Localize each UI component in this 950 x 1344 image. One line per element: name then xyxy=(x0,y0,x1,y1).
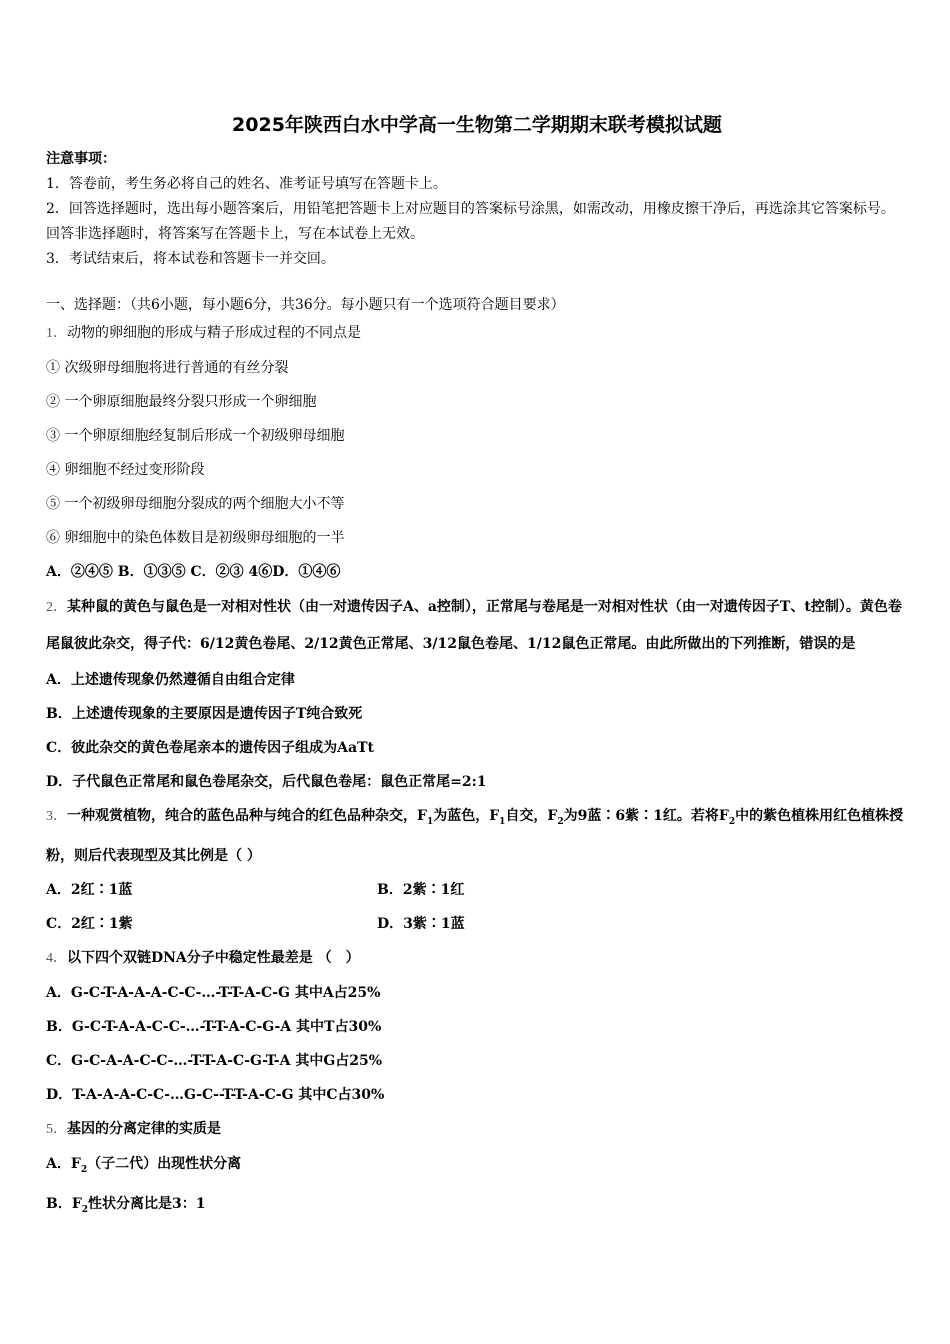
answer-option: C．彼此杂交的黄色卷尾亲本的遗传因子组成为AaTt xyxy=(46,740,374,756)
question-stem xyxy=(46,589,908,663)
statement: ③ 一个卵原细胞经复制后形成一个初级卵母细胞 xyxy=(46,428,345,444)
question-text: 一种观赏植物，纯合的蓝色品种与纯合的红色品种杂交，F xyxy=(67,808,427,824)
question-text: 某种鼠的黄色与鼠色是一对相对性状（由一对遗传因子A、a控制），正常尾与卷尾是一对相对性状（由一对遗传因子T、t控制）。黄色卷尾鼠彼此杂交，得子代：6/12黄色卷尾、2/12黄色正常尾、3/12鼠色卷尾、1/12鼠色正常尾。由此所做出的下列推断，错误的是 xyxy=(46,599,902,652)
statement: ⑥ 卵细胞中的染色体数目是初级卵母细胞的一半 xyxy=(46,530,345,546)
question-stem xyxy=(46,316,908,351)
answer-option: B．2紫∶1红 xyxy=(377,881,465,898)
answer-options: A．②④⑤ B．①③⑤ C．②③ 4⑥D．①④⑥ xyxy=(46,564,341,580)
answer-option: B．上述遗传现象的主要原因是遗传因子T纯合致死 xyxy=(46,706,363,722)
option-text: 性状分离比是3：1 xyxy=(88,1195,206,1212)
question-stem xyxy=(46,941,908,976)
answer-option: B．G-C-T-A-A-C-C-…-T-T-A-C-G-A 其中T占30% xyxy=(46,1018,382,1035)
subscript: 1 xyxy=(426,816,434,827)
question-number: 4． xyxy=(46,950,67,966)
answer-option: D．3紫∶1蓝 xyxy=(377,915,465,932)
statement: ② 一个卵原细胞最终分裂只形成一个卵细胞 xyxy=(46,394,317,410)
answer-option: D．子代鼠色正常尾和鼠色卷尾杂交，后代鼠色卷尾：鼠色正常尾=2:1 xyxy=(46,774,487,790)
answer-option xyxy=(46,1147,908,1187)
question-stem xyxy=(46,799,908,873)
option-text: （子二代）出现性状分离 xyxy=(87,1155,242,1172)
answer-option: C．G-C-A-A-C-C-…-T-T-A-C-G-T-A 其中G占25% xyxy=(46,1052,383,1069)
question-1 xyxy=(46,316,908,589)
question-text: 自交，F xyxy=(505,808,558,824)
subscript: 2 xyxy=(728,816,736,827)
answer-option: C．2红∶1紫 xyxy=(46,915,133,932)
option-row xyxy=(46,907,908,941)
question-2 xyxy=(46,589,908,799)
notice-heading: 注意事项： xyxy=(46,151,116,167)
question-stem xyxy=(46,1112,908,1147)
question-text: 为9蓝∶6紫∶1红。若将F xyxy=(563,808,729,824)
answer-option xyxy=(46,1187,908,1227)
option-text: A．F xyxy=(46,1155,81,1172)
question-text: 中的紫色植株用红色植株授粉，则后代表现型及其比例是（ ） xyxy=(46,808,904,864)
statement: ⑤ 一个初级卵母细胞分裂成的两个细胞大小不等 xyxy=(46,496,345,512)
statement: ④ 卵细胞不经过变形阶段 xyxy=(46,462,205,478)
answer-option: A．上述遗传现象仍然遵循自由组合定律 xyxy=(46,672,295,688)
question-4 xyxy=(46,941,908,1112)
question-text: 以下四个双链DNA分子中稳定性最差是 （ ） xyxy=(67,949,360,966)
question-number: 2． xyxy=(46,600,67,615)
subscript: 2 xyxy=(81,1204,89,1215)
subscript: 2 xyxy=(557,816,564,827)
question-5 xyxy=(46,1112,908,1227)
document-page xyxy=(46,110,908,1226)
answer-option: A．G-C-T-A-A-A-C-C-…-T-T-A-C-G 其中A占25% xyxy=(46,984,381,1001)
notice-item: 1．答卷前，考生务必将自己的姓名、准考证号填写在答题卡上。 xyxy=(46,176,447,192)
statement: ① 次级卵母细胞将进行普通的有丝分裂 xyxy=(46,360,289,376)
subscript: 1 xyxy=(499,816,506,827)
question-text: 基因的分离定律的实质是 xyxy=(67,1120,221,1137)
answer-option: D．T-A-A-A-C-C-…G-C--T-T-A-C-G 其中C占30% xyxy=(46,1086,385,1103)
notice-block xyxy=(46,147,908,272)
question-number: 1． xyxy=(46,326,67,341)
question-number: 3． xyxy=(46,809,67,824)
question-number: 5． xyxy=(46,1121,67,1137)
subscript: 2 xyxy=(80,1164,88,1175)
answer-option: A．2红∶1蓝 xyxy=(46,881,133,898)
option-row xyxy=(46,873,908,907)
question-text: 为蓝色，F xyxy=(433,808,500,824)
question-text: 动物的卵细胞的形成与精子形成过程的不同点是 xyxy=(67,325,361,341)
notice-item: 2．回答选择题时，选出每小题答案后，用铅笔把答题卡上对应题目的答案标号涂黑，如需改动，用橡皮擦干净后，再选涂其它答案标号。回答非选择题时，将答案写在答题卡上，写在本试卷上无效。 xyxy=(46,201,895,242)
option-text: B．F xyxy=(46,1195,82,1212)
section-heading: 一、选择题：（共6小题，每小题6分，共36分。每小题只有一个选项符合题目要求） xyxy=(46,297,565,313)
question-3 xyxy=(46,799,908,941)
page-title: 2025年陕西白水中学高一生物第二学期期末联考模拟试题 xyxy=(232,114,722,136)
notice-item: 3．考试结束后，将本试卷和答题卡一并交回。 xyxy=(46,251,335,267)
